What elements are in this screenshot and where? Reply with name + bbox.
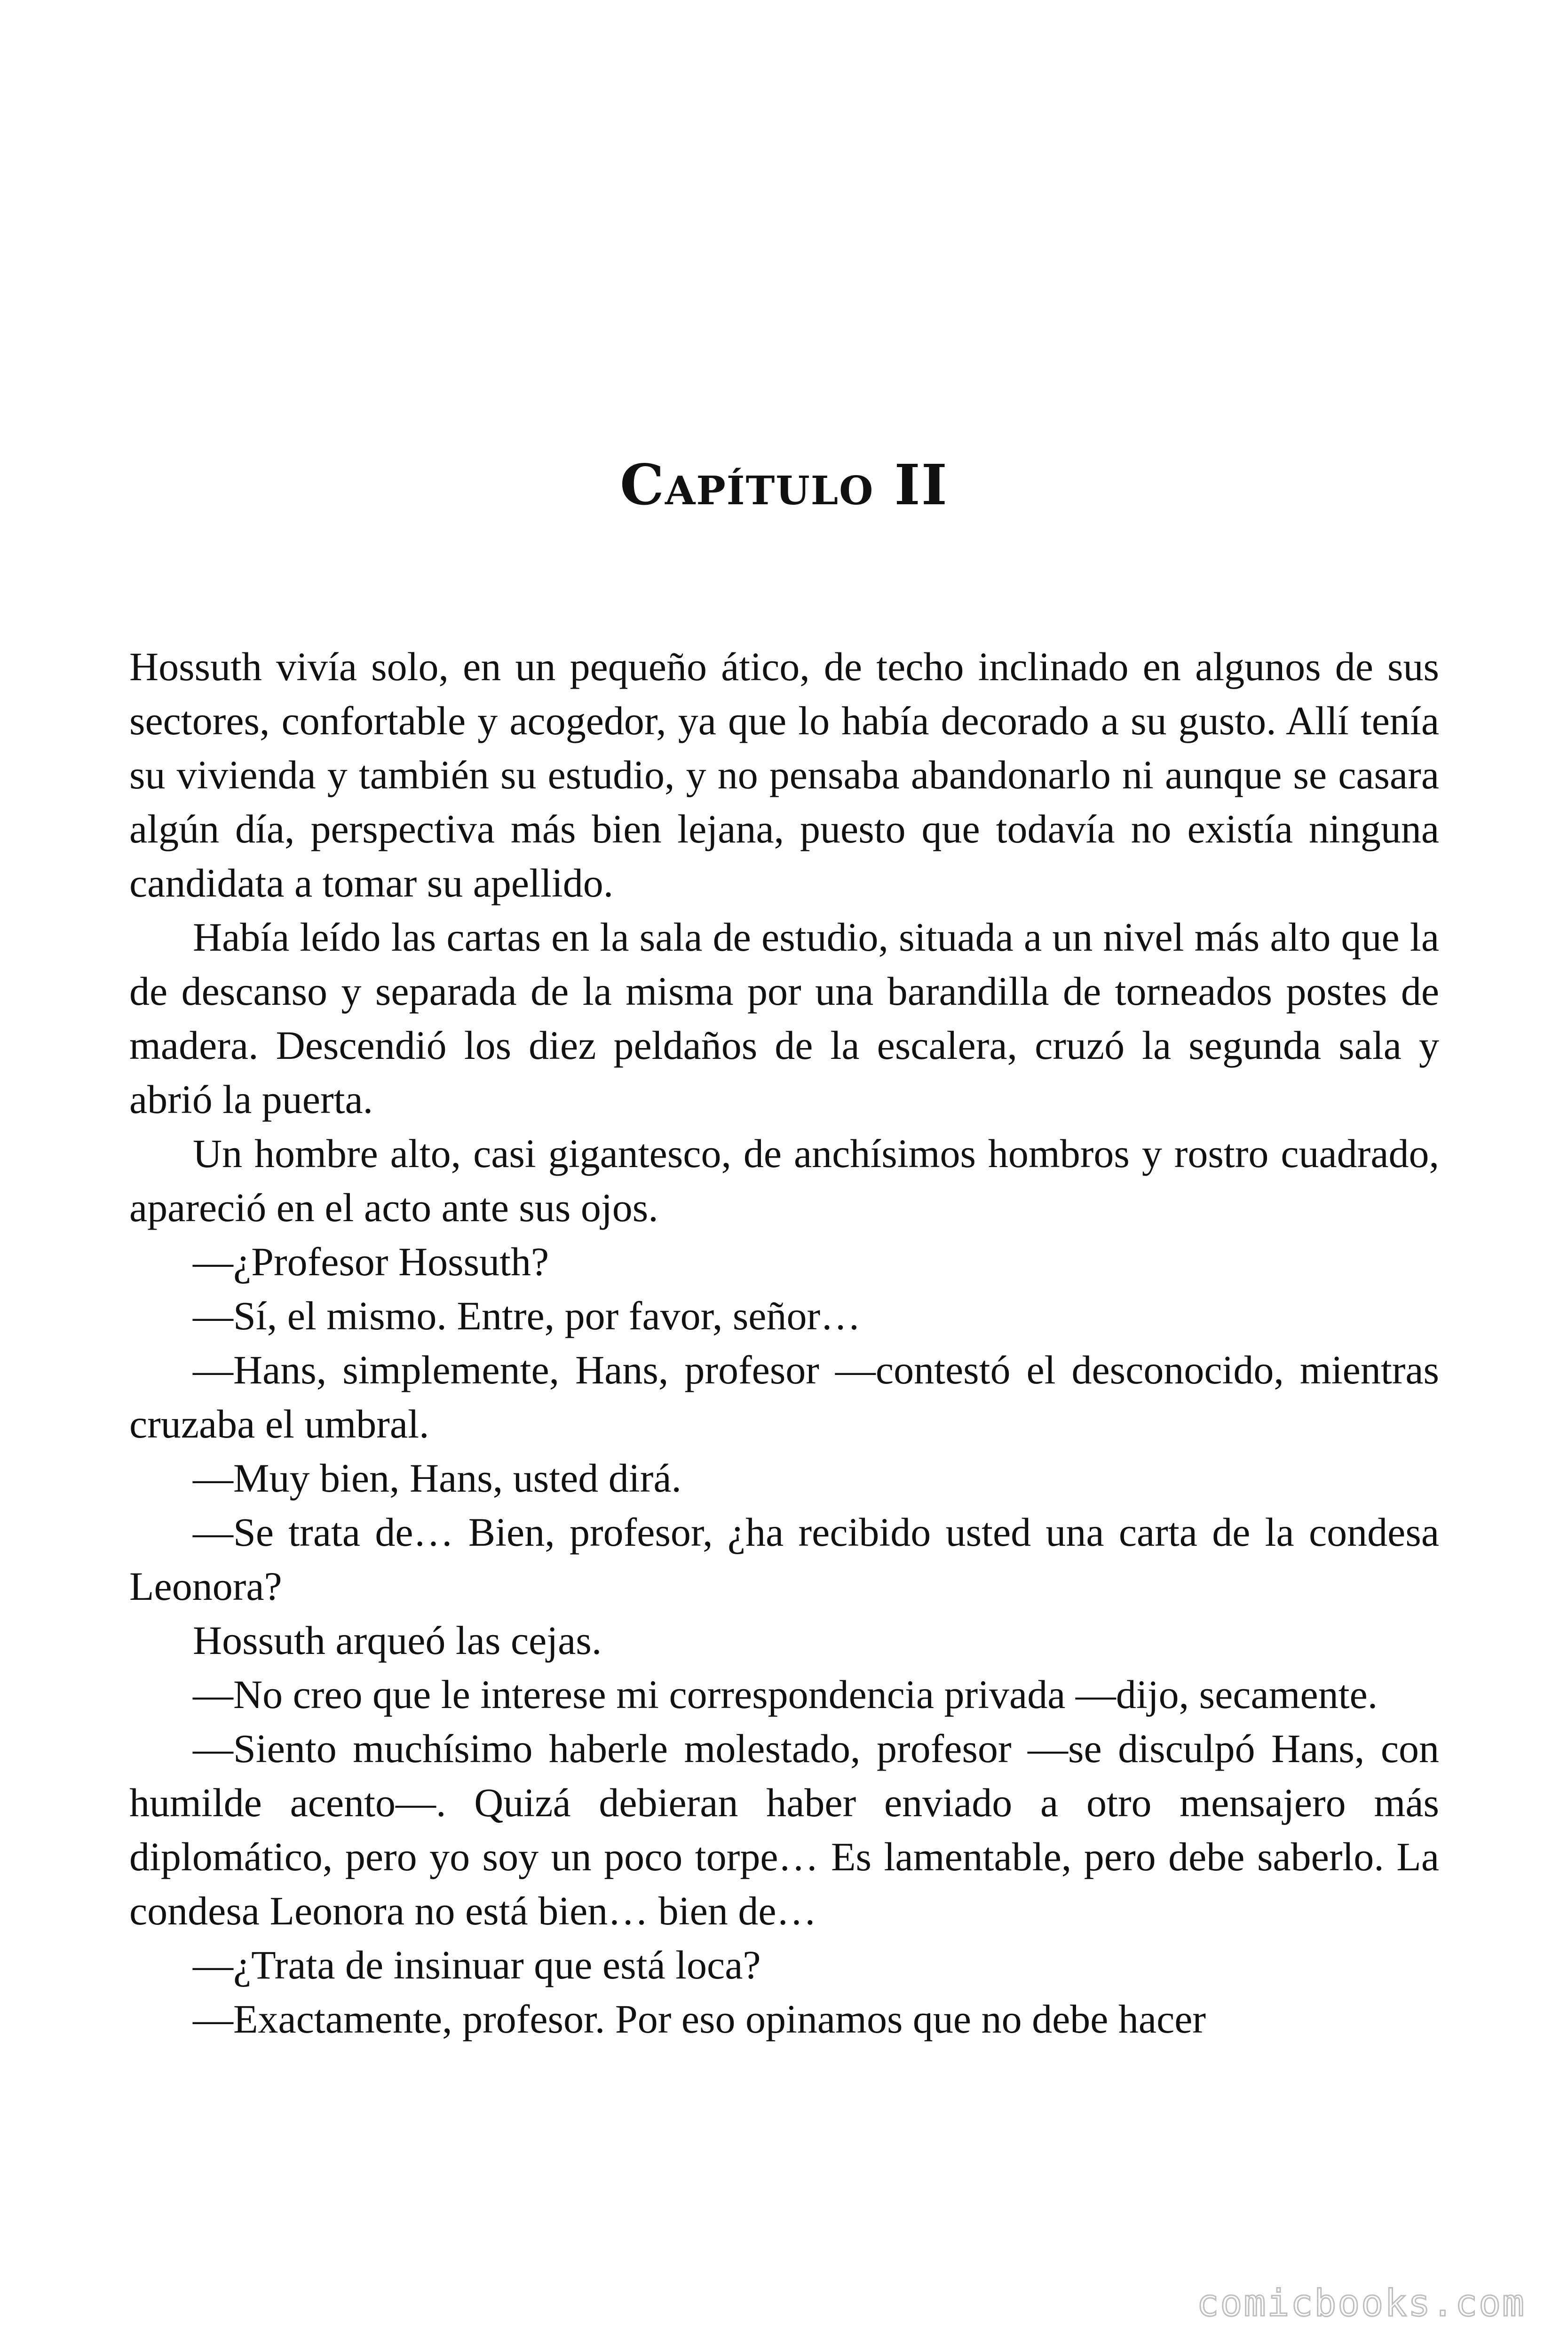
- dialogue-line: —Hans, simplemente, Hans, profesor —contestó el desconocido, mientras cruzaba el umbral.: [129, 1347, 1439, 1446]
- dialogue-line: —Se trata de… Bien, profesor, ¿ha recibido usted una carta de la condesa Leonora?: [129, 1510, 1439, 1609]
- paragraph: Un hombre alto, casi gigantesco, de anchísimos hombros y rostro cuadrado, apareció en el acto ante sus ojos.: [129, 1131, 1439, 1230]
- dialogue-line: —Exactamente, profesor. Por eso opinamos que no debe hacer: [193, 1996, 1206, 2042]
- paragraph: Hossuth arqueó las cejas.: [193, 1618, 602, 1663]
- paragraph: Había leído las cartas en la sala de estudio, situada a un nivel más alto que la de descanso y separada de la misma por una barandilla de torneados postes de madera. Descendió los diez peldaños de la escalera, cruzó la segunda sala y abrió la puerta.: [129, 914, 1439, 1122]
- dialogue-line: —Sí, el mismo. Entre, por favor, señor…: [193, 1293, 861, 1338]
- dialogue-line: —Muy bien, Hans, usted dirá.: [193, 1455, 682, 1501]
- dialogue-line: —Siento muchísimo haberle molestado, profesor —se disculpó Hans, con humilde acento—. Quizá debieran haber enviado a otro mensajero más diplomático, pero yo soy un poco torpe… Es lamentable, pero debe saberlo. La condesa Leonora no está bien… bien de…: [129, 1726, 1439, 1933]
- body-text: [129, 640, 1439, 2046]
- watermark: comicbooks.com: [1196, 2282, 1526, 2325]
- dialogue-line: —¿Trata de insinuar que está loca?: [193, 1942, 761, 1987]
- paragraph: Hossuth vivía solo, en un pequeño ático, de techo inclinado en algunos de sus sectores, confortable y acogedor, ya que lo había decorado a su gusto. Allí tenía su vivienda y también su estudio, y no pensaba abandonarlo ni aunque se casara algún día, perspectiva más bien lejana, puesto que todavía no existía ninguna candidata a tomar su apellido.: [129, 644, 1439, 906]
- dialogue-line: —No creo que le interese mi correspondencia privada —dijo, secamente.: [193, 1672, 1378, 1717]
- chapter-title: Capítulo II: [620, 452, 948, 517]
- dialogue-line: —¿Profesor Hossuth?: [193, 1239, 549, 1284]
